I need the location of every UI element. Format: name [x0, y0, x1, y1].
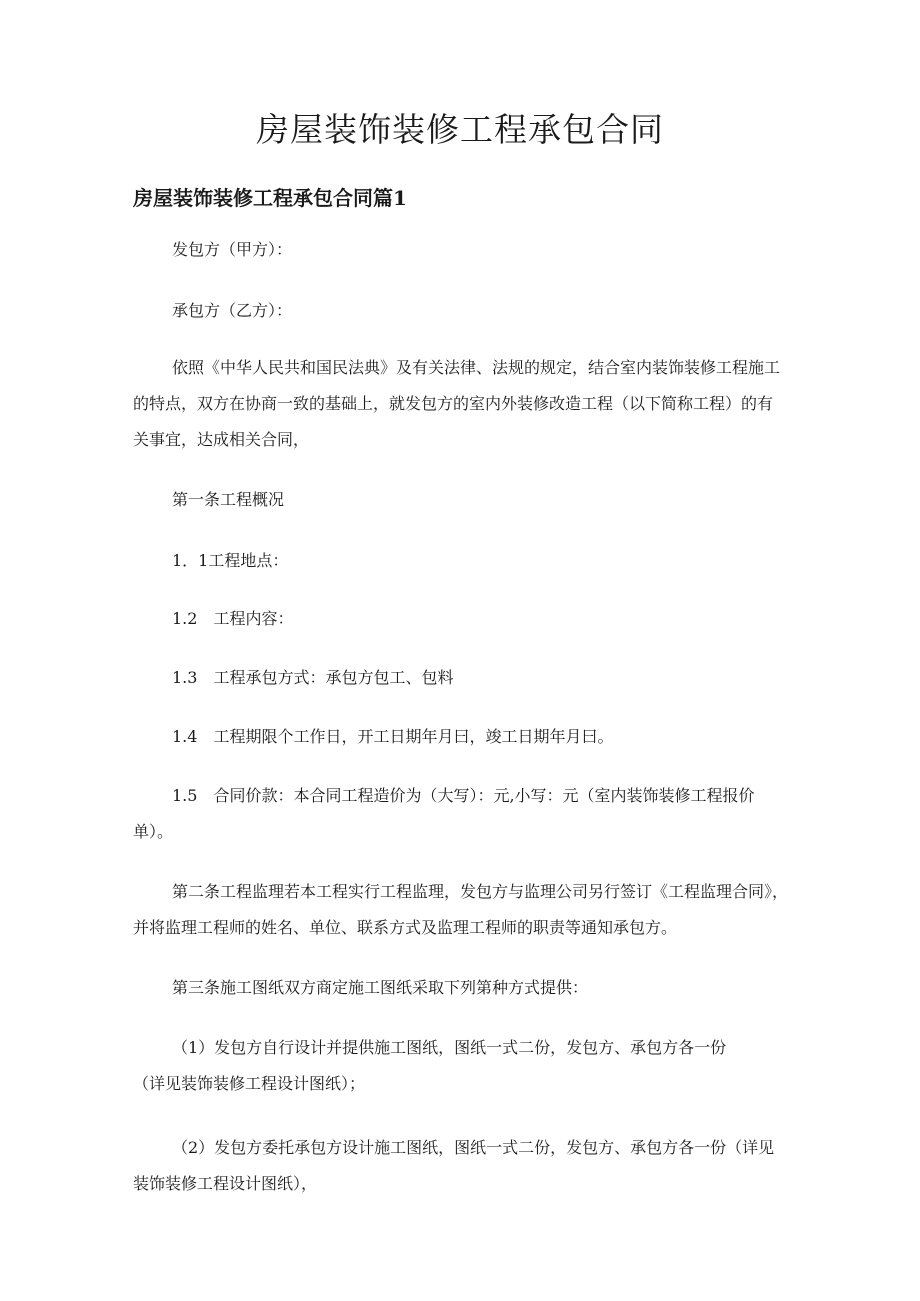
item-1-2: 1.2 工程内容：	[172, 609, 294, 628]
article-3-paragraph: 第三条施工图纸双方商定施工图纸采取下列第种方式提供：	[172, 978, 589, 997]
document-title: 房屋装饰装修工程承包合同	[256, 110, 664, 149]
section-heading: 房屋装饰装修工程承包合同篇1	[133, 186, 407, 210]
item-1-3: 1.3 工程承包方式：承包方包工、包料	[172, 668, 454, 687]
item-1-1: 1．1工程地点：	[172, 551, 289, 570]
party-b-line: 承包方（乙方）：	[172, 301, 293, 320]
article-1-heading: 第一条工程概况	[172, 490, 285, 509]
drawing-option-1: （1）发包方自行设计并提供施工图纸，图纸一式二份，发包方、承包方各一份（详见装饰装修工程设计图纸）；	[133, 1038, 727, 1093]
intro-paragraph: 依照《中华人民共和国民法典》及有关法律、法规的规定，结合室内装饰装修工程施工的特点，双方在协商一致的基础上，就发包方的室内外装修改造工程（以下简称工程）的有关事宜，达成相关合同，	[133, 358, 781, 449]
item-1-5: 1.5 合同价款：本合同工程造价为（大写）：元,小写：元（室内装饰装修工程报价单）。	[133, 786, 755, 841]
item-1-4: 1.4 工程期限个工作日，开工日期年月曰，竣工日期年月曰。	[172, 727, 614, 746]
drawing-option-2: （2）发包方委托承包方设计施工图纸，图纸一式二份，发包方、承包方各一份（详见装饰装修工程设计图纸），	[133, 1138, 775, 1193]
article-2-paragraph: 第二条工程监理若本工程实行工程监理，发包方与监理公司另行签订《工程监理合同》，并将监理工程师的姓名、单位、联系方式及监理工程师的职责等通知承包方。	[133, 882, 789, 937]
party-a-line: 发包方（甲方）：	[172, 240, 293, 259]
